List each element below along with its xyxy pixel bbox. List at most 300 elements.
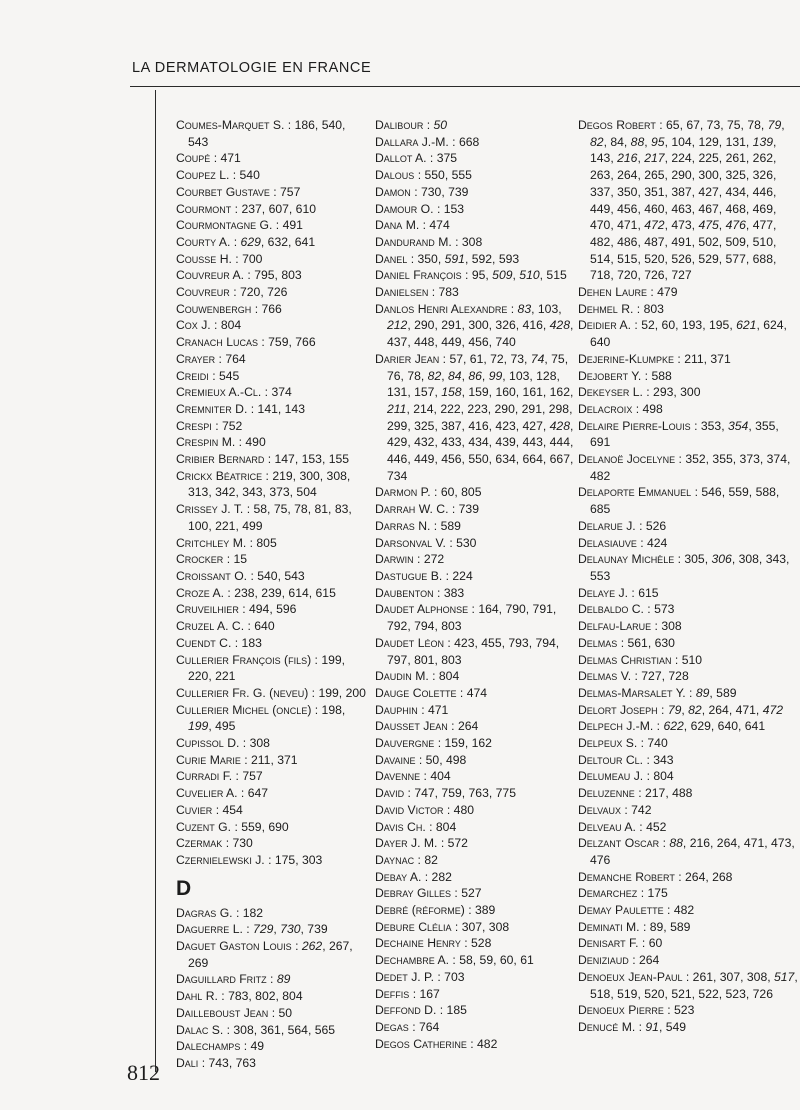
index-entry: Dauge Colette : 474 <box>375 685 488 700</box>
entry-name: Cremniter D. <box>176 401 248 416</box>
entry-pages: 804 <box>438 669 460 684</box>
entry-name: Debure Clélia <box>375 919 452 934</box>
entry-pages: 264 <box>638 953 660 968</box>
index-entry: Crespin M. : 490 <box>176 435 266 450</box>
entry-name: Crissey J. T. <box>176 502 244 517</box>
index-entry: Daniel François : 95, 509, 510, 515 <box>375 268 567 283</box>
entry-pages: 238, 239, 614, 615 <box>234 585 336 600</box>
entry-pages: 211, 371 <box>251 752 298 767</box>
entry-pages: 282 <box>431 869 452 884</box>
index-entry: Cox J. : 804 <box>176 318 242 333</box>
entry-pages: 79, 82, 264, 471, 472 <box>667 702 784 717</box>
index-entry: Cuvelier A. : 647 <box>176 786 269 801</box>
entry-name: Deltour Cl. <box>578 752 644 767</box>
entry-name: Crespin M. <box>176 435 236 450</box>
index-entry: Cullerier François (fils) : 199, 220, 221 <box>176 652 346 684</box>
entry-pages: 498 <box>642 401 663 416</box>
index-entry: Cullerier Fr. G. (neveu) : 199, 200 <box>176 685 366 700</box>
entry-name: David <box>375 786 405 801</box>
entry-name: Crespi <box>176 418 212 433</box>
entry-pages: 167 <box>419 986 440 1001</box>
entry-pages: 742 <box>631 802 652 817</box>
entry-pages: 764 <box>418 1019 440 1034</box>
entry-name: Deffis <box>375 986 410 1001</box>
entry-pages: 175, 303 <box>274 852 323 867</box>
entry-pages: 261, 307, 308, 517, 518, 519, 520, 521, 522, 523, 726 <box>590 969 798 1001</box>
entry-pages: 622, 629, 640, 641 <box>663 719 766 734</box>
entry-pages: 479 <box>657 285 678 300</box>
entry-name: Cox J. <box>176 318 211 333</box>
entry-pages: 747, 759, 763, 775 <box>414 786 516 801</box>
entry-name: Daniel François <box>375 268 462 283</box>
index-entry: Davenne : 404 <box>375 769 451 784</box>
entry-pages: 766 <box>261 301 282 316</box>
entry-name: Critchley M. <box>176 535 247 550</box>
entry-name: Darmon P. <box>375 485 431 500</box>
entry-name: Delveau A. <box>578 819 636 834</box>
index-entry: Davis Ch. : 804 <box>375 819 457 834</box>
entry-name: Dauphin <box>375 702 418 717</box>
index-entry: Delpech J.-M. : 622, 629, 640, 641 <box>578 719 766 734</box>
entry-name: Coumes-Marquet S. <box>176 118 285 132</box>
entry-name: Cribier Bernard <box>176 452 265 467</box>
entry-pages: 308, 361, 564, 565 <box>233 1022 336 1037</box>
index-entry: Daudet Léon : 423, 455, 793, 794, 797, 801, 803 <box>375 635 560 667</box>
entry-pages: 490 <box>245 435 266 450</box>
index-entry: Dehen Laure : 479 <box>578 285 678 300</box>
entry-name: Crocker <box>176 552 224 567</box>
entry-name: Czermak <box>176 836 223 851</box>
entry-pages: 153 <box>443 201 465 216</box>
entry-pages: 49 <box>250 1039 265 1054</box>
entry-pages: 350, 591, 592, 593 <box>417 251 520 266</box>
entry-name: Dallot A. <box>375 151 427 166</box>
entry-name: Cullerier François (fils) <box>176 652 312 667</box>
entry-pages: 52, 60, 193, 195, 621, 624, 640 <box>590 318 787 350</box>
entry-name: Dauge Colette <box>375 685 457 700</box>
entry-name: Croze A. <box>176 585 225 600</box>
entry-name: Delumeau J. <box>578 769 644 784</box>
entry-pages: 308 <box>249 736 270 751</box>
entry-name: Dauvergne <box>375 736 435 751</box>
entry-name: Czernielewski J. <box>176 852 265 867</box>
entry-pages: 804 <box>220 318 242 333</box>
entry-name: Denucé M. <box>578 1019 636 1034</box>
entry-pages: 141, 143 <box>257 401 305 416</box>
entry-pages: 50 <box>278 1005 293 1020</box>
index-entry: Daudin M. : 804 <box>375 669 460 684</box>
entry-name: Deidier A. <box>578 318 632 333</box>
entry-pages: 50 <box>433 118 448 132</box>
entry-pages: 293, 300 <box>653 385 701 400</box>
entry-pages: 559, 690 <box>241 819 289 834</box>
index-entry: Delort Joseph : 79, 82, 264, 471, 472 <box>578 702 784 717</box>
index-entry: Degas : 764 <box>375 1019 440 1034</box>
index-entry: Cuvier : 454 <box>176 802 243 817</box>
index-column-3 <box>578 117 798 1036</box>
entry-pages: 527 <box>461 886 482 901</box>
index-entry: Delaye J. : 615 <box>578 585 659 600</box>
entry-pages: 383 <box>443 585 465 600</box>
entry-pages: 185 <box>446 1003 467 1018</box>
entry-pages: 540, 543 <box>257 568 305 583</box>
entry-name: Damour O. <box>375 201 434 216</box>
entry-pages: 264, 268 <box>685 869 733 884</box>
index-entry: Denoeux Pierre : 523 <box>578 1003 695 1018</box>
index-entry: Dedet J. P. : 703 <box>375 969 465 984</box>
entry-name: Dechaine Henry <box>375 936 461 951</box>
entry-name: Couvreur <box>176 285 230 300</box>
entry-pages: 730, 739 <box>420 184 469 199</box>
index-entry: Dehmel R. : 803 <box>578 301 664 316</box>
entry-pages: 783 <box>438 285 459 300</box>
index-entry: Delasiauve : 424 <box>578 535 668 550</box>
index-entry: Cribier Bernard : 147, 153, 155 <box>176 452 350 467</box>
index-entry: Dauphin : 471 <box>375 702 449 717</box>
entry-pages: 528 <box>471 936 492 951</box>
entry-name: Delacroix <box>578 401 633 416</box>
index-entry: Dailleboust Jean : 50 <box>176 1005 293 1020</box>
entry-name: David Victor <box>375 802 444 817</box>
entry-name: Dekeyser L. <box>578 385 643 400</box>
entry-pages: 352, 355, 373, 374, 482 <box>590 452 791 483</box>
index-entry: Danlos Henri Alexandre : 83, 103, 212, 290, 291, 300, 326, 416, 428, 437, 448, 449, 456, 740 <box>375 301 574 350</box>
entry-name: Couvreur A. <box>176 268 245 283</box>
entry-name: Debray Gilles <box>375 886 452 901</box>
index-entry: Dallot A. : 375 <box>375 151 458 166</box>
entry-name: Cuzent G. <box>176 819 232 834</box>
index-entry: Curradi F. : 757 <box>176 769 263 784</box>
entry-name: Danlos Henri Alexandre <box>375 301 508 316</box>
entry-pages: 305, 306, 308, 343, 553 <box>590 552 790 583</box>
entry-name: Delmas V. <box>578 669 632 684</box>
index-entry: Cuzent G. : 559, 690 <box>176 819 289 834</box>
entry-name: Delzant Oscar <box>578 836 660 851</box>
entry-pages: 523 <box>674 1003 695 1018</box>
index-entry: Debure Clélia : 307, 308 <box>375 919 510 934</box>
entry-name: Dausset Jean <box>375 719 448 734</box>
entry-pages: 374 <box>271 385 292 400</box>
entry-name: Daynac <box>375 852 415 867</box>
index-entry: Dejobert Y. : 588 <box>578 368 672 383</box>
entry-name: Darwin <box>375 552 414 567</box>
entry-name: Dalechamps <box>176 1039 241 1054</box>
entry-name: Dedet J. P. <box>375 969 434 984</box>
entry-pages: 757 <box>242 769 263 784</box>
entry-pages: 343 <box>653 752 674 767</box>
entry-name: Croissant O. <box>176 568 248 583</box>
index-entry: Coupé : 471 <box>176 151 241 166</box>
index-entry: Delbaldo C. : 573 <box>578 602 675 617</box>
entry-name: Courmontagne G. <box>176 218 273 233</box>
entry-name: Demay Paulette <box>578 903 664 918</box>
index-entry: Debray Gilles : 527 <box>375 886 482 901</box>
index-entry: Dalechamps : 49 <box>176 1039 265 1054</box>
entry-pages: 50, 498 <box>425 752 467 767</box>
index-entry: Cremniter D. : 141, 143 <box>176 401 305 416</box>
index-entry: Davaine : 50, 498 <box>375 752 467 767</box>
entry-pages: 147, 153, 155 <box>274 452 350 467</box>
index-entry: Degos Catherine : 482 <box>375 1036 498 1051</box>
entry-pages: 211, 371 <box>684 351 731 366</box>
entry-pages: 703 <box>444 969 465 984</box>
index-entry: Danielsen : 783 <box>375 285 459 300</box>
index-entry: Cupissol D. : 308 <box>176 736 270 751</box>
entry-name: Coupé <box>176 151 211 166</box>
index-entry: David Victor : 480 <box>375 802 475 817</box>
entry-name: Creidi <box>176 368 209 383</box>
index-entry: David : 747, 759, 763, 775 <box>375 786 516 801</box>
entry-name: Dandurand M. <box>375 234 452 249</box>
index-column-1 <box>176 117 366 1072</box>
entry-name: Davis Ch. <box>375 819 426 834</box>
entry-pages: 474 <box>429 218 450 233</box>
entry-pages: 217, 488 <box>644 786 693 801</box>
entry-name: Dejobert Y. <box>578 368 642 383</box>
entry-pages: 95, 509, 510, 515 <box>471 268 567 283</box>
entry-pages: 308 <box>661 619 682 634</box>
index-entry: Couvreur A. : 795, 803 <box>176 268 302 283</box>
index-entry: Dalac S. : 308, 361, 564, 565 <box>176 1022 336 1037</box>
entry-pages: 640 <box>254 619 275 634</box>
entry-pages: 739 <box>458 502 479 517</box>
entry-name: Degos Robert <box>578 118 656 132</box>
entry-name: Courbet Gustave <box>176 184 270 199</box>
entry-pages: 804 <box>653 769 674 784</box>
entry-name: Delasiauve <box>578 535 637 550</box>
entry-name: Deffond D. <box>375 1003 437 1018</box>
entry-name: Daguet Gaston Louis <box>176 939 292 954</box>
entry-name: Dechambre A. <box>375 953 450 968</box>
index-entry: Degos Robert : 65, 67, 73, 75, 78, 79, 82, 84, 88, 95, 104, 129, 131, 139, 143, 216, 217, 224, 225, 261, 262, 263, 264, 265, 290, 300, 325, 326, 337, 350, 351, 387, 427, 434, 446, 449, 456, 460, 463, 467, 468, 469, 470, 471, 472, 473, 475, 476, 477, 482, 486, 487, 491, 502, 509, 510, 514, 515, 520, 526, 529, 577, 688, 718, 720, 726, 727 <box>578 118 785 283</box>
entry-name: Delmas <box>578 635 618 650</box>
index-entry: Dastugue B. : 224 <box>375 568 473 583</box>
entry-name: Delbaldo C. <box>578 602 644 617</box>
entry-name: Cuvelier A. <box>176 786 238 801</box>
entry-pages: 668 <box>458 134 480 149</box>
entry-pages: 424 <box>647 535 668 550</box>
index-column-2 <box>375 117 575 1052</box>
entry-pages: 700 <box>242 251 263 266</box>
entry-pages: 199, 220, 221 <box>188 652 346 684</box>
index-entry: Darras N. : 589 <box>375 518 461 533</box>
entry-name: Deniziaud <box>578 953 629 968</box>
index-entry: Dandurand M. : 308 <box>375 234 483 249</box>
index-entry: Dausset Jean : 264 <box>375 719 479 734</box>
index-entry: Daguillard Fritz : 89 <box>176 972 291 987</box>
index-entry: Coumes-Marquet S. : 186, 540, 543 <box>176 118 346 149</box>
index-entry: Debay A. : 282 <box>375 869 452 884</box>
index-entry: Delveau A. : 452 <box>578 819 667 834</box>
entry-name: Cousse H. <box>176 251 232 266</box>
entry-pages: 159, 162 <box>444 736 492 751</box>
entry-name: Deluzenne <box>578 786 635 801</box>
entry-pages: 89 <box>276 972 291 987</box>
entry-pages: 545 <box>218 368 240 383</box>
index-entry: Darwin : 272 <box>375 552 445 567</box>
index-entry: Crespi : 752 <box>176 418 243 433</box>
index-entry: Crickx Béatrice : 219, 300, 308, 313, 342, 343, 373, 504 <box>176 468 351 500</box>
entry-pages: 183 <box>241 635 262 650</box>
entry-name: Darrah W. C. <box>375 502 449 517</box>
entry-pages: 546, 559, 588, 685 <box>590 485 780 517</box>
entry-pages: 629, 632, 641 <box>240 234 316 249</box>
entry-pages: 482 <box>673 903 695 918</box>
index-entry: Dayer J. M. : 572 <box>375 836 468 851</box>
index-entry: Delacroix : 498 <box>578 401 663 416</box>
index-entry: Demanche Robert : 264, 268 <box>578 869 733 884</box>
entry-pages: 740 <box>647 736 668 751</box>
entry-name: Dana M. <box>375 218 420 233</box>
index-entry: Daguerre L. : 729, 730, 739 <box>176 922 328 937</box>
entry-name: Cuvier <box>176 802 213 817</box>
entry-pages: 264 <box>457 719 479 734</box>
index-entry: Darrah W. C. : 739 <box>375 502 479 517</box>
index-entry: Czernielewski J. : 175, 303 <box>176 852 323 867</box>
entry-pages: 224 <box>452 568 473 583</box>
entry-name: Danielsen <box>375 285 429 300</box>
index-entry: Delarue J. : 526 <box>578 518 667 533</box>
entry-pages: 57, 61, 72, 73, 74, 75, 76, 78, 82, 84, 86, 99, 103, 128, 131, 157, 158, 159, 160, 161, 162, 211, 214, 222, 223, 290, 291, 298, 299, 325, 387, 416, 423, 427, 428, 429, 432, 433, 434, 439, 443, 444, 446, 449, 456, 550, 634, 664, 667, 734 <box>387 351 574 483</box>
index-entry: Damon : 730, 739 <box>375 184 469 199</box>
index-entry: Crayer : 764 <box>176 351 246 366</box>
entry-name: Delvaux <box>578 802 621 817</box>
entry-pages: 757 <box>280 184 301 199</box>
entry-pages: 272 <box>423 552 445 567</box>
index-entry: Daynac : 82 <box>375 852 438 867</box>
index-entry: Deluzenne : 217, 488 <box>578 786 693 801</box>
entry-pages: 588 <box>651 368 672 383</box>
index-entry: Damour O. : 153 <box>375 201 465 216</box>
entry-name: Daudin M. <box>375 669 429 684</box>
header-rule <box>130 86 800 87</box>
index-entry: Courmontagne G. : 491 <box>176 218 303 233</box>
entry-name: Cullerier Fr. G. (neveu) <box>176 685 309 700</box>
index-entry: Daubenton : 383 <box>375 585 465 600</box>
index-entry: Croze A. : 238, 239, 614, 615 <box>176 585 336 600</box>
entry-pages: 480 <box>453 802 475 817</box>
entry-name: Courmont <box>176 201 232 216</box>
index-entry: Critchley M. : 805 <box>176 535 277 550</box>
index-entry: Cruveilhier : 494, 596 <box>176 602 297 617</box>
entry-name: Dailleboust Jean <box>176 1005 269 1020</box>
index-entry: Delvaux : 742 <box>578 802 652 817</box>
entry-pages: 404 <box>430 769 451 784</box>
entry-name: Denoeux Pierre <box>578 1003 664 1018</box>
index-entry: Delmas-Marsalet Y. : 89, 589 <box>578 685 737 700</box>
entry-name: Debay A. <box>375 869 422 884</box>
entry-name: Daguerre L. <box>176 922 243 937</box>
entry-name: Cruzel A. C. <box>176 619 245 634</box>
entry-name: Dalac S. <box>176 1022 224 1037</box>
margin-rule <box>155 90 156 1072</box>
entry-pages: 199, 200 <box>318 685 366 700</box>
entry-pages: 795, 803 <box>254 268 302 283</box>
entry-pages: 730 <box>232 836 253 851</box>
entry-pages: 219, 300, 308, 313, 342, 343, 373, 504 <box>188 468 351 500</box>
index-entry: Dekeyser L. : 293, 300 <box>578 385 701 400</box>
entry-name: Delaunay Michèle <box>578 552 675 567</box>
index-entry: Courty A. : 629, 632, 641 <box>176 234 316 249</box>
entry-name: Daubenton <box>375 585 434 600</box>
index-entry: Coupez L. : 540 <box>176 168 260 183</box>
entry-pages: 175 <box>647 886 668 901</box>
index-entry: Delmas V. : 727, 728 <box>578 669 689 684</box>
entry-name: Delpeux S. <box>578 736 638 751</box>
entry-pages: 89, 589 <box>695 685 737 700</box>
entry-pages: 375 <box>436 151 458 166</box>
entry-name: Dalous <box>375 168 415 183</box>
entry-pages: 720, 726 <box>239 285 288 300</box>
entry-name: Daudet Léon <box>375 635 444 650</box>
entry-pages: 510 <box>681 652 703 667</box>
entry-name: Delanoë Jocelyne <box>578 452 676 467</box>
entry-name: Delfau-Larue <box>578 619 652 634</box>
index-entry: Dalibour : 50 <box>375 118 448 132</box>
entry-name: Cullerier Michel (oncle) <box>176 702 312 717</box>
entry-pages: 727, 728 <box>641 669 689 684</box>
index-entry: Deltour Cl. : 343 <box>578 752 674 767</box>
index-entry: Delfau-Larue : 308 <box>578 619 682 634</box>
entry-name: Curradi F. <box>176 769 233 784</box>
index-entry: Deffis : 167 <box>375 986 440 1001</box>
entry-pages: 589 <box>440 518 461 533</box>
entry-name: Cupissol D. <box>176 736 240 751</box>
entry-name: Demarchez <box>578 886 638 901</box>
index-entry: Courmont : 237, 607, 610 <box>176 201 317 216</box>
entry-name: Debré (réforme) <box>375 903 465 918</box>
entry-pages: 759, 766 <box>268 335 316 350</box>
entry-name: Delaye J. <box>578 585 629 600</box>
entry-name: Crayer <box>176 351 216 366</box>
entry-name: Delaporte Emmanuel <box>578 485 692 500</box>
entry-name: Delaire Pierre-Louis <box>578 418 691 433</box>
entry-name: Dehmel R. <box>578 301 634 316</box>
index-entry: Dechambre A. : 58, 59, 60, 61 <box>375 953 534 968</box>
index-entry: Denoeux Jean-Paul : 261, 307, 308, 517, 518, 519, 520, 521, 522, 523, 726 <box>578 969 798 1001</box>
entry-name: Davenne <box>375 769 421 784</box>
entry-pages: 186, 540, 543 <box>188 118 346 149</box>
entry-name: Curie Marie <box>176 752 241 767</box>
entry-pages: 804 <box>435 819 457 834</box>
entry-pages: 729, 730, 739 <box>253 922 328 937</box>
entry-name: Dalibour <box>375 118 424 132</box>
entry-pages: 58, 75, 78, 81, 83, 100, 221, 499 <box>188 502 352 533</box>
index-entry: Cullerier Michel (oncle) : 198, 199, 495 <box>176 702 346 734</box>
entry-pages: 237, 607, 610 <box>241 201 317 216</box>
entry-name: Coupez L. <box>176 168 230 183</box>
index-entry: Dali : 743, 763 <box>176 1055 256 1070</box>
section-letter: D <box>176 876 192 900</box>
entry-pages: 471 <box>427 702 449 717</box>
entry-name: Delmas-Marsalet Y. <box>578 685 686 700</box>
index-entry: Dauvergne : 159, 162 <box>375 736 492 751</box>
entry-name: Delort Joseph <box>578 702 658 717</box>
entry-name: Denisart F. <box>578 936 639 951</box>
entry-pages: 307, 308 <box>461 919 510 934</box>
index-entry: Delmas Christian : 510 <box>578 652 703 667</box>
entry-name: Denoeux Jean-Paul <box>578 969 683 984</box>
index-entry: Courbet Gustave : 757 <box>176 184 301 199</box>
entry-pages: 573 <box>654 602 675 617</box>
index-entry: Dahl R. : 783, 802, 804 <box>176 989 303 1004</box>
entry-pages: 752 <box>221 418 243 433</box>
entry-pages: 805 <box>256 535 277 550</box>
entry-name: Cuendt C. <box>176 635 232 650</box>
index-entry: Dagras G. : 182 <box>176 905 264 920</box>
index-entry: Delumeau J. : 804 <box>578 769 674 784</box>
entry-pages: 353, 354, 355, 691 <box>590 418 779 450</box>
